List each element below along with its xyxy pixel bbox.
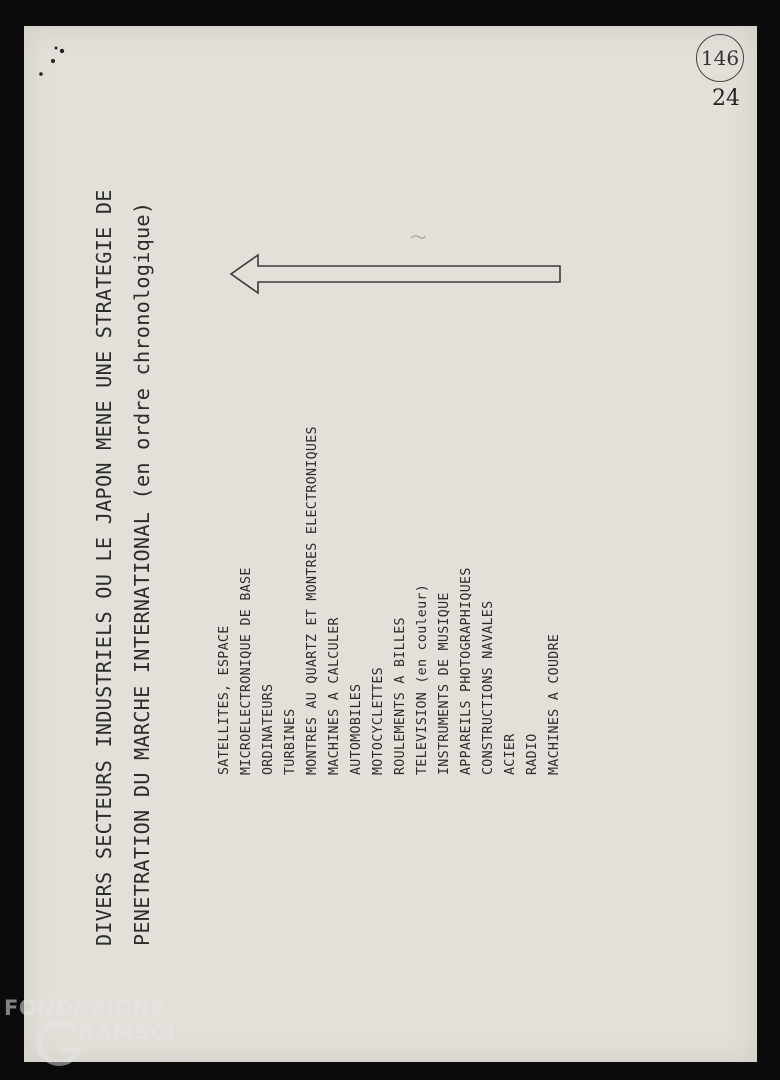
watermark-logo (4, 996, 204, 1076)
list-item: MICROELECTRONIQUE DE BASE (239, 567, 254, 775)
watermark-line-2: RAMSCI (78, 1020, 176, 1044)
list-item: ROULEMENTS A BILLES (393, 617, 408, 775)
watermark-line-1: FONDAZIONE (4, 996, 166, 1020)
list-item: INSTRUMENTS DE MUSIQUE (437, 592, 452, 775)
list-item: MOTOCYCLETTES (371, 667, 386, 775)
list-item: RADIO (525, 733, 540, 775)
list-item: TELEVISION (en couleur) (415, 583, 430, 775)
archive-number: 146 (700, 46, 740, 70)
list-item: ORDINATEURS (261, 683, 276, 775)
document-title-line-1: DIVERS SECTEURS INDUSTRIELS OU LE JAPON MENE UNE STRATEGIE DE (92, 189, 116, 946)
list-item: ACIER (503, 733, 518, 775)
list-item: MONTRES AU QUARTZ ET MONTRES ELECTRONIQUES (305, 426, 320, 775)
list-item: AUTOMOBILES (349, 683, 364, 775)
page-number: 24 (712, 86, 740, 111)
list-item: TURBINES (283, 708, 298, 775)
list-item: SATELLITES, ESPACE (217, 625, 232, 775)
list-item: MACHINES A CALCULER (327, 617, 342, 775)
list-item: APPAREILS PHOTOGRAPHIQUES (459, 567, 474, 775)
list-item: CONSTRUCTIONS NAVALES (481, 600, 496, 775)
watermark-suffix: onlus (164, 1051, 191, 1062)
document-title-line-2: PENETRATION DU MARCHE INTERNATIONAL (en ordre chronologique) (130, 201, 154, 946)
list-item: MACHINES A COUDRE (547, 633, 562, 775)
